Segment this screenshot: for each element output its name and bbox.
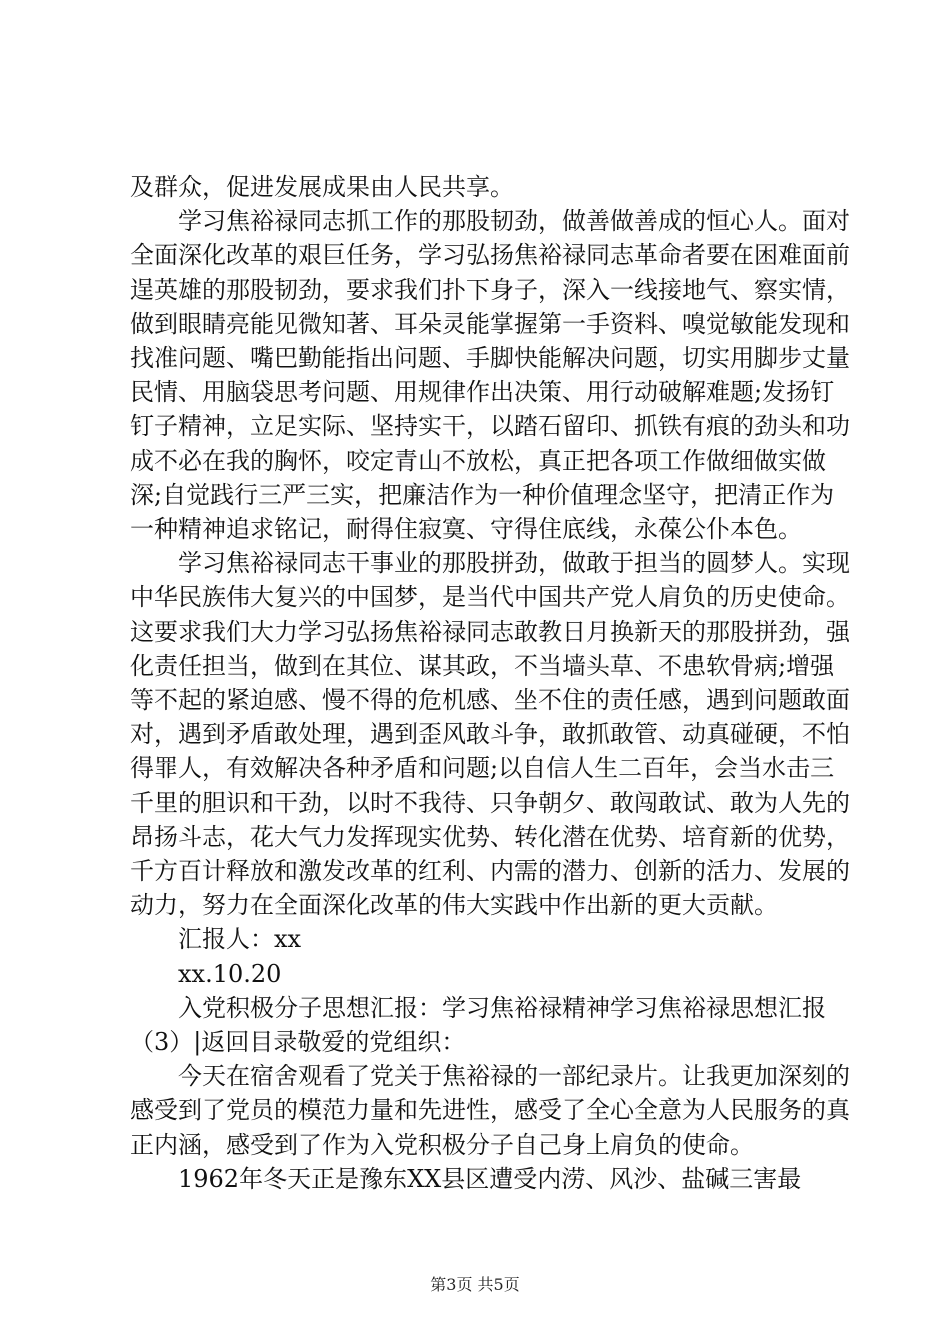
section-heading: 入党积极分子思想汇报：学习焦裕禄精神学习焦裕禄思想汇报（3）|返回目录敬爱的党组织： bbox=[130, 993, 826, 1057]
paragraph-documentary: 今天在宿舍观看了党关于焦裕禄的一部纪录片。让我更加深刻的感受到了党员的模范力量和先进性，感受了全心全意为人民服务的真正内涵，感受到了作为入党积极分子自己身上肩负的使命。 bbox=[130, 1062, 850, 1159]
paragraph-drive: 学习焦裕禄同志干事业的那股拼劲，做敢于担当的圆梦人。实现中华民族伟大复兴的中国梦，是当代中国共产党人肩负的历史使命。这要求我们大力学习弘扬焦裕禄同志敢教日月换新天的那股拼劲，强化责任担当，做到在其位、谋其政，不当墙头草、不患软骨病;增强等不起的紧迫感、慢不得的危机感、坐不住的责任感，遇到问题敢面对，遇到矛盾敢处理，遇到歪风敢斗争，敢抓敢管、动真碰硬，不怕得罪人，有效解决各种矛盾和问题;以自信人生二百年，会当水击三千里的胆识和干劲，以时不我待、只争朝夕、敢闯敢试、敢为人先的昂扬斗志，花大气力发挥现实优势、转化潜在优势、培育新的优势，千方百计释放和激发改革的红利、内需的潜力、创新的活力、发展的动力，努力在全面深化改革的伟大实践中作出新的更大贡献。 bbox=[130, 549, 850, 920]
page-footer: 第3页 共5页 bbox=[430, 1275, 520, 1294]
document-body bbox=[130, 170, 850, 1196]
date-line: xx.10.20 bbox=[178, 959, 282, 988]
paragraph-continuation: 及群众，促进发展成果由人民共享。 bbox=[130, 173, 514, 201]
paragraph-1962: 1962年冬天正是豫东XX县区遭受内涝、风沙、盐碱三害最 bbox=[178, 1164, 802, 1193]
reporter-line: 汇报人：xx bbox=[178, 925, 302, 954]
paragraph-tenacity: 学习焦裕禄同志抓工作的那股韧劲，做善做善成的恒心人。面对全面深化改革的艰巨任务，学习弘扬焦裕禄同志革命者要在困难面前逞英雄的那股韧劲，要求我们扑下身子，深入一线接地气、察实情，做到眼睛亮能见微知著、耳朵灵能掌握第一手资料、嗅觉敏能发现和找准问题、嘴巴勤能指出问题、手脚快能解决问题，切实用脚步丈量民情、用脑袋思考问题、用规律作出决策、用行动破解难题;发扬钉钉子精神，立足实际、坚持实干，以踏石留印、抓铁有痕的劲头和功成不必在我的胸怀，咬定青山不放松，真正把各项工作做细做实做深;自觉践行三严三实，把廉洁作为一种价值理念坚守，把清正作为一种精神追求铭记，耐得住寂寞、守得住底线，永葆公仆本色。 bbox=[130, 207, 850, 544]
